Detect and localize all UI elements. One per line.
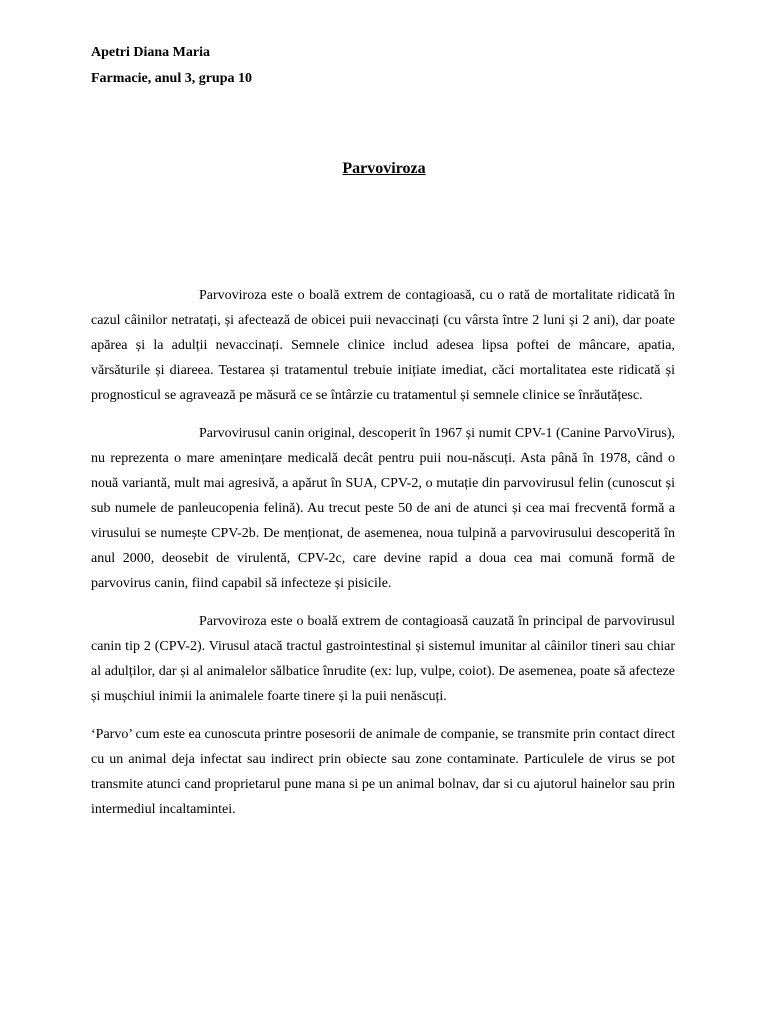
author-name: Apetri Diana Maria <box>91 45 210 60</box>
paragraph-3: Parvoviroza este o boală extrem de contagioasă cauzată în principal de parvovirusul canin tip 2 (CPV-2). Virusul atacă tractul gastrointestinal și sistemul imunitar al câinilor tineri sau chiar al adulților, dar și al animalelor sălbatice înrudite (ex: lup, vulpe, coiot). De asemenea, poate să afecteze și mușchiul inimii la animalele foarte tinere și la puii nenăscuți. <box>91 614 675 704</box>
author-block <box>91 40 691 92</box>
paragraph-4: ‘Parvo’ cum este ea cunoscuta printre posesorii de animale de companie, se transmite prin contact direct cu un animal deja infectat sau indirect prin obiecte sau zone contaminate. Particulele de virus se pot transmite atunci cand proprietarul pune mana si pe un animal bolnav, dar si cu ajutorul hainelor sau prin intermediul incaltamintei. <box>91 727 675 817</box>
document-title: Parvoviroza <box>342 160 426 177</box>
paragraph-1: Parvoviroza este o boală extrem de contagioasă, cu o rată de mortalitate ridicată în cazul câinilor netratați, și afectează de obicei puii nevaccinați (cu vârsta între 2 luni și 2 ani), dar poate apărea și la adulții nevaccinați. Semnele clinice includ adesea lipsa poftei de mâncare, apatia, vărsăturile și diareea. Testarea și tratamentul trebuie inițiate imediat, căci mortalitatea este ridicată și prognosticul se agravează pe măsură ce se întârzie cu tratamentul și semnele clinice se înrăutățesc. <box>91 288 675 403</box>
document-body <box>91 283 675 835</box>
paragraph-2: Parvovirusul canin original, descoperit în 1967 și numit CPV-1 (Canine ParvoVirus), nu reprezenta o mare amenințare medicală decât pentru puii nou-născuți. Asta până în 1978, când o nouă variantă, mult mai agresivă, a apărut în SUA, CPV-2, o mutație din parvovirusul felin (cunoscut și sub numele de panleucopenia felină). Au trecut peste 50 de ani de atunci și cea mai frecventă formă a virusului se numește CPV-2b. De menționat, de asemenea, noua tulpină a parvovirusului descoperită în anul 2000, deosebit de virulentă, CPV-2c, care devine rapid a doua cea mai comună formă de parvovirus canin, fiind capabil să infecteze și pisicile. <box>91 426 675 591</box>
author-affiliation: Farmacie, anul 3, grupa 10 <box>91 71 252 86</box>
